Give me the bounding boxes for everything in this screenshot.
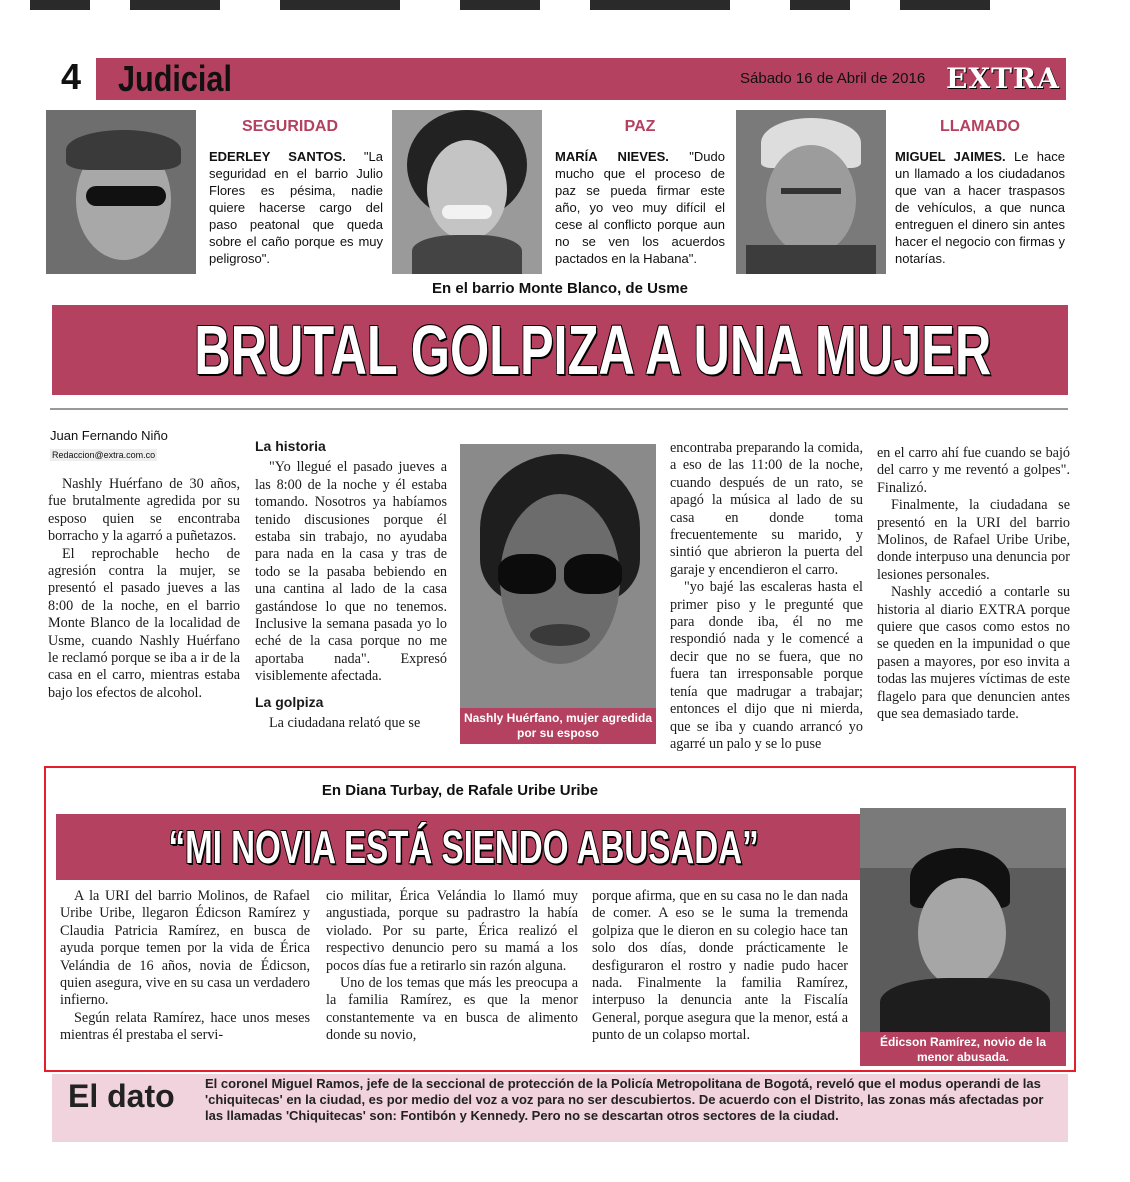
top-print-strip [0, 0, 1130, 14]
paragraph: Finalmente, la ciudadana se presentó en la URI del barrio Molinos, de Rafael Uribe Uribe, donde interpuso una denuncia por lesiones personales. [877, 497, 1070, 583]
story1-photo-caption: Nashly Huérfano, mujer agredida por su esposo [460, 708, 656, 744]
paragraph: El reprochable hecho de agresión contra la mujer, se presentó el pasado jueves a las 8:00 de la noche, en el barrio Monte Blanco de la localidad de Usme, cuando Nashly Huérfano le reclamó porque se iba a ir de la casa en el carro, mientras estaba bajo los efectos de alcohol. [48, 545, 240, 701]
paragraph: Nashly accedió a contarle su historia al diario EXTRA porque quiere que casos como estos no se queden en la impunidad o que pasen a mayores, por eso invita a todas las mujeres víctimas de este flagelo para que denuncien antes que sea demasiado tarde. [877, 584, 1070, 723]
paragraph: "yo bajé las escaleras hasta el primer piso y le pregunté que para donde iba, él no me respondió nada y le comencé a decir que no se fuera, que no fuera tan irresponsable porque tenía que madrugar a trabajar; entonces el dijo que ni mierda, que se iba y cuando arrancó yo agarré un palo y se lo puse [670, 579, 863, 752]
el-dato-text: El coronel Miguel Ramos, jefe de la seccional de protección de la Policía Metropolitana de Bogotá, reveló que el modus operandi de las 'chiquitecas' en la ciudad, es por medio del voz a voz para no ser descubiertos. De acuerdo con el Distrito, las zonas más afectadas por las llamadas 'Chiquitecas' son: Fontibón y Kennedy. Pero no se descartan otros sectores de la ciudad. [205, 1076, 1044, 1123]
story1-photo-nashly [460, 444, 656, 708]
paragraph: Uno de los temas que más les preocupa a la familia Ramírez, es que la menor constantemente va en busca de alimento donde su novio, [326, 975, 578, 1044]
paragraph: "Yo llegué el pasado jueves a las 8:00 de la noche y él estaba tomando. Nosotros ya habíamos tenido discusiones porque él estaba sin trabajo, no ayudaba para nada en la casa y tras de todo se la pasaba bebiendo en una cantina al lado de la casa gastándose lo que no tenemos. Inclusive la semana pasada yo lo eché de la casa porque no me aportaba nada". Expresó visiblemente afectada. [255, 459, 447, 685]
opinion-text-ederley [209, 148, 383, 267]
opinion-name: MIGUEL JAIMES. [895, 149, 1006, 164]
story1-column-1 [48, 476, 240, 702]
opinion-name: EDERLEY SANTOS. [209, 149, 346, 164]
byline-email: Redaccion@extra.com.co [52, 450, 156, 460]
paragraph: Según relata Ramírez, hace unos meses mientras él prestaba el servi- [60, 1009, 310, 1044]
story2-photo-caption: Édicson Ramírez, novio de la menor abusada. [860, 1032, 1066, 1066]
opinion-label-paz: PAZ [624, 118, 656, 135]
subhead-golpiza: La golpiza [255, 693, 324, 710]
story2-photo-edicson [860, 808, 1066, 1032]
paragraph: cio militar, Érica Velándia lo llamó muy angustiada, porque su padrastro la había violado. Por su parte, Érica realizó el respectivo denuncio pero su mamá a los pocos días fue a retirarlo sin razón alguna. [326, 888, 578, 974]
paragraph: encontraba preparando la comida, a eso de las 11:00 de la noche, cuando después de un rato, se apagó la música al lado de su casa en donde toma frecuentemente su marido, y sintió que abrieron la puerta del garaje y encendieron el carro. [670, 440, 863, 578]
byline: Juan Fernando Niño [50, 428, 168, 443]
subhead-historia: La historia [255, 438, 326, 454]
opinion-photo-ederley [46, 110, 196, 274]
paragraph: A la URI del barrio Molinos, de Rafael Uribe Uribe, llegaron Édicson Ramírez y Claudia Patricia Ramírez, en busca de ayuda porque temen por la vida de Érica Velándia de 16 años, novia de Édicson, quien asegura, vive en su casa un verdadero infierno. [60, 888, 310, 1009]
page-number: 4 [46, 54, 96, 100]
story2-headline: “MI NOVIA ESTÁ SIENDO ABUSADA” [168, 821, 759, 873]
el-dato-label: El dato [68, 1078, 175, 1114]
issue-date: Sábado 16 de Abril de 2016 [740, 70, 926, 87]
story1-column-4 [877, 445, 1070, 724]
paragraph: Nashly Huérfano de 30 años, fue brutalmente agredida por su esposo quien se encontraba borracho y la agarró a puñetazos. [48, 476, 240, 545]
opinion-photo-maria [392, 110, 542, 274]
opinion-quote: Le hace un llamado a los ciudadanos que van a hacer traspasos de vehículos, a que nunca entreguen el dinero sin antes hacer el negocio con firmas y notarías. [895, 149, 1065, 266]
section-title: Judicial [118, 58, 232, 99]
opinion-quote: "Dudo mucho que el proceso de paz se pueda firmar este año, yo veo muy difícil el cese al conflicto porque aun no se ven los acuerdos pactados en la Habana". [555, 149, 725, 266]
opinion-label-llamado: LLAMADO [940, 118, 1020, 135]
story1-column-2 [255, 436, 447, 733]
opinion-quote: "La seguridad en el barrio Julio Flores es pésima, nadie quiere hacerse cargo del paso peatonal que queda sobre el caño porque es muy peligroso". [209, 149, 383, 266]
paragraph: en el carro ahí fue cuando se bajó del carro y me reventó a golpes". Finalizó. [877, 445, 1070, 496]
opinion-label-seguridad: SEGURIDAD [241, 118, 338, 135]
story2-column-1 [60, 888, 310, 1045]
story1-rule [50, 408, 1068, 410]
story1-kicker: En el barrio Monte Blanco, de Usme [432, 280, 688, 297]
story1-headline: BRUTAL GOLPIZA A UNA MUJER [194, 311, 992, 389]
opinion-name: MARÍA NIEVES. [555, 149, 669, 164]
story2-column-3 [592, 888, 848, 1045]
story2-kicker: En Diana Turbay, de Rafale Uribe Uribe [321, 782, 599, 799]
paragraph: porque afirma, que en su casa no le dan nada de comer. A eso se le suma la tremenda golpiza que le dieron en su colegio hace tan solo dos días, donde prácticamente le desfiguraron el rostro y nadie pudo hacer nada. Finalmente la familia Ramírez, interpuso la denuncia ante la Fiscalía General, porque asegura que la menor, está a punto de un colapso mortal. [592, 888, 848, 1044]
opinion-text-miguel [895, 148, 1065, 267]
story1-column-3 [670, 440, 863, 753]
paragraph: La ciudadana relató que se [269, 715, 421, 732]
opinion-photo-miguel [736, 110, 886, 274]
brand-logo: EXTRA [946, 62, 1060, 95]
story2-column-2 [326, 888, 578, 1045]
opinion-text-maria [555, 148, 725, 267]
